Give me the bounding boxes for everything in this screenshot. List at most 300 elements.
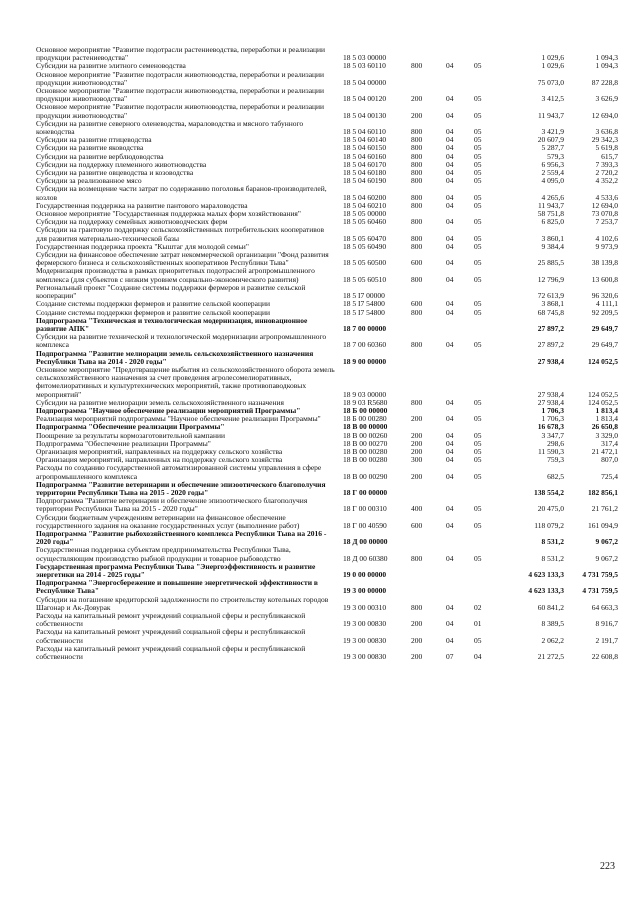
row-value-2020: 124 052,5 — [588, 397, 618, 407]
row-name: Государственная поддержка проекта "Кыштаг для молодой семьи" — [36, 241, 249, 251]
row-name: Поощрение за результаты кормозаготовительной кампании — [36, 430, 226, 440]
row-pr: 05 — [474, 299, 482, 309]
row-pr: 05 — [474, 168, 482, 178]
row-code: 18 5 05 60510 — [343, 274, 387, 284]
row-vr: 800 — [411, 143, 423, 153]
row-value-2019: 11 590,3 — [538, 446, 564, 456]
row-name: Расходы на капитальный ремонт учреждений социальной сферы и республиканской собственности — [36, 611, 306, 629]
row-name: Государственная программа Республики Тыва "Энергоэффективность и развитие энергетики на 2014 - 2025 годы" — [36, 561, 316, 579]
row-rz: 04 — [446, 135, 454, 145]
table-row — [36, 87, 618, 103]
row-vr: 200 — [411, 446, 423, 456]
row-name: Организация мероприятий, направленных на поддержку сельского хозяйства — [36, 455, 283, 465]
row-code: 18 5 04 60180 — [343, 168, 387, 178]
table-row — [36, 333, 618, 349]
row-value-2019: 4 623 133,3 — [528, 570, 564, 579]
row-value-2019: 3 868,1 — [541, 299, 564, 309]
row-rz: 04 — [446, 127, 454, 137]
row-value-2020: 92 209,5 — [591, 307, 618, 317]
table-row — [36, 350, 618, 366]
row-code: 19 3 00 00830 — [343, 652, 387, 662]
row-code: 19 3 00 00830 — [343, 619, 387, 629]
row-vr: 200 — [411, 110, 423, 120]
row-value-2019: 3 347,7 — [541, 430, 564, 440]
row-name: Расходы на капитальный ремонт учреждений социальной сферы и республиканской собственности — [36, 643, 306, 662]
row-value-2020: 64 663,3 — [591, 602, 618, 612]
row-name: Региональный проект "Создание системы поддержки фермеров и развитие сельской кооперации" — [36, 282, 306, 301]
row-rz: 04 — [446, 159, 454, 169]
row-code: 18 Г 00 00310 — [343, 504, 387, 514]
row-value-2019: 2 062,2 — [541, 635, 564, 645]
row-value-2020: 9 067,2 — [595, 553, 618, 563]
row-vr: 200 — [411, 430, 423, 440]
row-name: Модернизация производства в рамках приоритетных подотраслей агропромышленного комплекса (для субъектов с низким уровнем социально-экономического развития) — [36, 266, 315, 284]
row-code: 18 В 00 00290 — [343, 471, 388, 481]
row-name: Субсидии на поддержку семейных животноводческих ферм — [36, 217, 228, 227]
row-code: 18 9 00 00000 — [343, 356, 387, 366]
row-vr: 800 — [411, 307, 423, 317]
row-pr: 05 — [474, 217, 482, 227]
row-vr: 600 — [411, 520, 423, 530]
row-name: Субсидии на возмещение части затрат по содержанию поголовья баранов-производителей, козлов — [36, 184, 327, 202]
row-code: 18 5 04 60200 — [343, 192, 387, 202]
row-value-2020: 3 636,8 — [595, 127, 618, 137]
row-pr: 05 — [474, 307, 482, 317]
row-value-2019: 2 559,4 — [541, 168, 564, 178]
row-code: 18 5 04 00120 — [343, 94, 387, 104]
row-vr: 800 — [411, 168, 423, 178]
row-value-2019: 21 272,5 — [537, 652, 564, 662]
row-name: Субсидии бюджетным учреждениям ветеринарии на финансовое обеспечение государственного задания на оказание государственных услуг (выполнение работ) — [36, 512, 300, 530]
row-name: Основное мероприятие "Государственная поддержка малых форм хозяйствования" — [36, 209, 301, 219]
row-pr: 05 — [474, 61, 482, 71]
row-value-2020: 29 649,7 — [591, 323, 618, 333]
row-code: 18 Д 00 60380 — [343, 553, 388, 563]
row-value-2019: 25 885,5 — [537, 258, 564, 268]
row-name: Расходы по созданию государственной автоматизированной системы управления в сфере агропромышленного комплекса — [36, 463, 322, 481]
row-value-2020: 13 600,8 — [591, 274, 618, 284]
row-code: 18 5 03 00000 — [343, 53, 387, 63]
row-name: Основное мероприятие "Развитие подотрасли животноводства, переработки и реализации продукции животноводства" — [36, 69, 325, 87]
row-rz: 04 — [446, 258, 454, 268]
row-name: Субсидии на развитие технической и технологической модернизации агропромышленного комплекса — [36, 332, 327, 350]
row-rz: 04 — [446, 143, 454, 153]
row-value-2020: 7 393,3 — [595, 159, 618, 169]
row-pr: 05 — [474, 520, 482, 530]
table-row — [36, 103, 618, 119]
row-value-2020: 807,0 — [601, 455, 618, 465]
row-value-2020: 161 094,9 — [588, 520, 618, 530]
row-code: 18 5 04 60170 — [343, 159, 387, 169]
row-name: Основное мероприятие "Развитие подотрасли животноводства, переработки и реализации продукции животноводства" — [36, 102, 325, 120]
table-row — [36, 185, 618, 201]
row-code: 18 9 03 R5680 — [343, 397, 388, 407]
row-pr: 05 — [474, 274, 482, 284]
row-code: 18 Г 00 00000 — [343, 487, 388, 497]
row-name: Субсидии на финансовое обеспечение затрат некоммерческой организации "Фонд развития фермерского бизнеса и сельскохозяйственных кооперативов Республики Тыва" — [36, 250, 329, 268]
row-vr: 200 — [411, 414, 423, 424]
table-row — [36, 251, 618, 267]
row-pr: 05 — [474, 446, 482, 456]
row-rz: 04 — [446, 602, 454, 612]
row-code: 18 5 I7 00000 — [343, 291, 385, 301]
row-value-2020: 1 094,3 — [595, 53, 618, 63]
row-code: 18 5 04 60150 — [343, 143, 387, 153]
row-vr: 800 — [411, 553, 423, 563]
row-value-2019: 1 029,6 — [541, 53, 564, 63]
row-name: Подпрограмма "Энергосбережение и повышение энергетической эффективности в Республике Тыва" — [36, 578, 318, 596]
row-value-2019: 138 554,2 — [534, 487, 564, 497]
row-value-2020: 22 608,8 — [591, 652, 618, 662]
row-name: Расходы на капитальный ремонт учреждений социальной сферы и республиканской собственности — [36, 627, 306, 645]
row-name: Подпрограмма "Развитие ветеринарии и обеспечение эпизоотического благополучия территории Республики Тыва на 2015 - 2020 годы" — [36, 496, 308, 514]
row-value-2020: 725,4 — [601, 471, 618, 481]
row-value-2019: 11 943,7 — [538, 110, 564, 120]
row-code: 18 7 00 00000 — [343, 323, 387, 333]
row-value-2020: 4 352,2 — [595, 176, 618, 186]
row-vr: 600 — [411, 299, 423, 309]
row-value-2019: 6 825,0 — [541, 217, 564, 227]
row-pr: 05 — [474, 135, 482, 145]
row-value-2020: 3 626,9 — [595, 94, 618, 104]
row-value-2019: 68 745,8 — [537, 307, 564, 317]
row-value-2019: 58 751,8 — [537, 209, 564, 219]
row-rz: 04 — [446, 217, 454, 227]
row-pr: 05 — [474, 471, 482, 481]
row-pr: 05 — [474, 233, 482, 243]
row-code: 19 0 00 00000 — [343, 570, 387, 579]
table-row — [36, 530, 618, 546]
row-rz: 04 — [446, 397, 454, 407]
row-pr: 05 — [474, 438, 482, 448]
table-row — [36, 514, 618, 530]
row-code: 18 5 04 00000 — [343, 77, 387, 87]
row-value-2019: 3 860,1 — [541, 233, 564, 243]
row-value-2020: 38 139,8 — [591, 258, 618, 268]
table-row — [36, 366, 618, 399]
row-value-2020: 615,7 — [601, 151, 618, 161]
row-code: 18 9 03 00000 — [343, 389, 387, 399]
row-code: 18 5 05 60460 — [343, 217, 387, 227]
row-rz: 04 — [446, 619, 454, 629]
row-value-2020: 87 228,8 — [591, 77, 618, 87]
row-rz: 04 — [446, 299, 454, 309]
row-rz: 04 — [446, 274, 454, 284]
row-vr: 800 — [411, 233, 423, 243]
row-value-2019: 3 421,9 — [541, 127, 564, 137]
row-vr: 600 — [411, 258, 423, 268]
row-code: 18 Г 00 40590 — [343, 520, 387, 530]
row-value-2019: 4 623 133,3 — [528, 586, 564, 596]
row-code: 18 5 05 60470 — [343, 233, 387, 243]
row-name: Основное мероприятие "Предотвращение выбытия из сельскохозяйственного оборота земель сельскохозяйственного назначения за счет проведения агролесомелиоративных, фитомелиоративных и культуртехнических мероприятий, также противопаводковых мероприятий" — [36, 364, 335, 399]
row-rz: 04 — [446, 110, 454, 120]
row-vr: 800 — [411, 200, 423, 210]
row-code: 18 7 00 60360 — [343, 340, 387, 350]
row-rz: 04 — [446, 233, 454, 243]
row-vr: 800 — [411, 151, 423, 161]
row-name: Подпрограмма "Обеспечение реализации Программы" — [36, 438, 211, 448]
row-value-2020: 7 253,7 — [595, 217, 618, 227]
row-rz: 04 — [446, 307, 454, 317]
row-code: 18 Д 00 00000 — [343, 537, 388, 547]
row-value-2019: 20 475,0 — [537, 504, 564, 514]
row-rz: 04 — [446, 504, 454, 514]
row-value-2019: 72 613,9 — [537, 291, 564, 301]
row-name: Подпрограмма "Обеспечение реализации Программы" — [36, 422, 225, 432]
row-name: Подпрограмма "Развитие мелиорации земель сельскохозяйственного назначения Республики Тыва на 2014 - 2020 годы" — [36, 348, 314, 366]
row-pr: 05 — [474, 430, 482, 440]
row-code: 18 В 00 00000 — [343, 422, 388, 432]
row-pr: 05 — [474, 143, 482, 153]
row-code: 18 5 I7 54800 — [343, 307, 385, 317]
row-value-2020: 96 320,6 — [591, 291, 618, 301]
row-name: Создание системы поддержки фермеров и развитие сельской кооперации — [36, 299, 271, 309]
row-vr: 800 — [411, 241, 423, 251]
row-name: Субсидии на развитие мелиорации земель сельскохозяйственного назначения — [36, 397, 284, 407]
row-value-2019: 27 938,4 — [537, 389, 564, 399]
row-pr: 04 — [474, 652, 482, 662]
row-pr: 05 — [474, 553, 482, 563]
row-pr: 05 — [474, 258, 482, 268]
row-rz: 04 — [446, 168, 454, 178]
row-value-2019: 298,6 — [547, 438, 564, 448]
row-vr: 200 — [411, 94, 423, 104]
row-pr: 05 — [474, 200, 482, 210]
row-rz: 04 — [446, 241, 454, 251]
table-row — [36, 464, 618, 480]
row-vr: 200 — [411, 619, 423, 629]
table-row — [36, 481, 618, 497]
row-rz: 04 — [446, 553, 454, 563]
row-rz: 04 — [446, 200, 454, 210]
row-value-2020: 73 070,8 — [591, 209, 618, 219]
row-rz: 04 — [446, 414, 454, 424]
row-code: 18 5 04 00130 — [343, 110, 387, 120]
row-value-2019: 682,5 — [547, 471, 564, 481]
row-value-2019: 11 943,7 — [538, 200, 564, 210]
table-row — [36, 645, 618, 661]
row-vr: 800 — [411, 340, 423, 350]
row-pr: 05 — [474, 504, 482, 514]
row-value-2019: 759,3 — [547, 455, 564, 465]
row-code: 18 5 05 60500 — [343, 258, 387, 268]
row-name: Подпрограмма "Развитие ветеринарии и обеспечение эпизоотического благополучия территории Республики Тыва на 2015 - 2020 годы" — [36, 479, 326, 497]
row-vr: 300 — [411, 455, 423, 465]
row-code: 18 В 00 00280 — [343, 446, 388, 456]
row-name: Субсидии на развитие северного оленеводства, мараловодства и мясного табунного коневодства — [36, 118, 304, 137]
row-code: 18 В 00 00280 — [343, 455, 388, 465]
row-pr: 05 — [474, 110, 482, 120]
row-value-2019: 4 265,6 — [541, 192, 564, 202]
row-pr: 05 — [474, 176, 482, 186]
row-code: 18 5 04 60190 — [343, 176, 387, 186]
table-row — [36, 546, 618, 562]
row-code: 18 5 05 60490 — [343, 241, 387, 251]
row-vr: 800 — [411, 61, 423, 71]
row-name: Подпрограмма "Развитие рыбохозяйственного комплекса Республики Тыва на 2016 - 2020 годы" — [36, 528, 327, 547]
row-pr: 05 — [474, 151, 482, 161]
row-value-2019: 3 412,5 — [541, 94, 564, 104]
page-number: 223 — [600, 861, 615, 872]
row-value-2020: 29 649,7 — [591, 340, 618, 350]
row-rz: 04 — [446, 438, 454, 448]
row-name: Субсидии на развитие элитного семеноводства — [36, 61, 186, 71]
budget-table — [36, 46, 618, 661]
row-value-2020: 3 329,0 — [595, 430, 618, 440]
row-vr: 800 — [411, 602, 423, 612]
row-code: 18 5 04 60140 — [343, 135, 387, 145]
row-value-2020: 12 694,0 — [591, 200, 618, 210]
row-value-2019: 20 607,9 — [537, 135, 564, 145]
row-name: Реализация мероприятий подпрограммы "Научное обеспечение реализации Программы" — [36, 414, 321, 424]
row-code: 18 5 I7 54800 — [343, 299, 385, 309]
row-rz: 04 — [446, 61, 454, 71]
row-code: 18 В 00 00270 — [343, 438, 388, 448]
row-name: Субсидии на поддержку племенного животноводства — [36, 159, 207, 169]
table-row — [36, 579, 618, 595]
row-vr: 400 — [411, 504, 423, 514]
row-name: Организация мероприятий, направленных на поддержку сельского хозяйства — [36, 446, 283, 456]
row-vr: 200 — [411, 652, 423, 662]
row-value-2019: 1 706,3 — [541, 405, 564, 415]
row-rz: 04 — [446, 192, 454, 202]
row-rz: 04 — [446, 430, 454, 440]
row-name: Создание системы поддержки фермеров и развитие сельской кооперации — [36, 307, 271, 317]
row-rz: 04 — [446, 94, 454, 104]
table-row — [36, 46, 618, 62]
row-code: 18 Б 00 00280 — [343, 414, 387, 424]
row-value-2020: 12 694,0 — [591, 110, 618, 120]
row-value-2019: 118 079,2 — [534, 520, 564, 530]
row-value-2019: 1 706,3 — [541, 414, 564, 424]
row-name: Субсидии на развитие овцеводства и козоводства — [36, 168, 194, 178]
row-value-2019: 6 956,3 — [541, 159, 564, 169]
row-rz: 04 — [446, 471, 454, 481]
table-row — [36, 612, 618, 628]
row-value-2019: 8 531,2 — [541, 553, 564, 563]
row-pr: 05 — [474, 241, 482, 251]
row-vr: 200 — [411, 438, 423, 448]
row-name: Государственная поддержка на развитие пантового мараловодства — [36, 200, 248, 210]
row-rz: 04 — [446, 455, 454, 465]
row-pr: 05 — [474, 340, 482, 350]
row-value-2020: 317,4 — [601, 438, 618, 448]
row-vr: 200 — [411, 635, 423, 645]
row-code: 19 3 00 00310 — [343, 602, 387, 612]
row-vr: 800 — [411, 127, 423, 137]
row-rz: 04 — [446, 446, 454, 456]
row-code: 18 5 05 00000 — [343, 209, 387, 219]
row-code: 18 5 04 60110 — [343, 127, 386, 137]
row-vr: 800 — [411, 176, 423, 186]
row-vr: 800 — [411, 159, 423, 169]
row-value-2020: 182 856,1 — [588, 487, 618, 497]
row-name: Основное мероприятие "Развитие подотрасли животноводства, переработки и реализации продукции животноводства" — [36, 86, 325, 104]
row-pr: 05 — [474, 192, 482, 202]
row-pr: 05 — [474, 127, 482, 137]
row-vr: 200 — [411, 471, 423, 481]
row-pr: 05 — [474, 159, 482, 169]
row-pr: 05 — [474, 94, 482, 104]
row-pr: 05 — [474, 455, 482, 465]
row-pr: 05 — [474, 397, 482, 407]
row-name: Субсидии за реализованное мясо — [36, 176, 142, 186]
row-value-2020: 8 916,7 — [595, 619, 618, 629]
row-value-2019: 4 095,0 — [541, 176, 564, 186]
row-value-2019: 16 678,3 — [537, 422, 564, 432]
row-value-2020: 1 813,4 — [595, 405, 618, 415]
row-value-2020: 2 720,2 — [595, 168, 618, 178]
row-code: 19 3 00 00830 — [343, 635, 387, 645]
row-value-2019: 75 073,0 — [537, 77, 564, 87]
row-vr: 800 — [411, 192, 423, 202]
row-value-2020: 9 067,2 — [595, 537, 618, 547]
table-row — [36, 120, 618, 136]
row-value-2019: 27 938,4 — [537, 397, 564, 407]
row-value-2020: 4 731 759,5 — [582, 570, 618, 579]
row-vr: 800 — [411, 217, 423, 227]
table-row — [36, 317, 618, 333]
row-value-2019: 8 531,2 — [541, 537, 564, 547]
row-name: Основное мероприятие "Развитие подотрасли растениеводства, переработки и реализации продукции растениеводства" — [36, 45, 326, 63]
row-value-2019: 1 029,6 — [541, 61, 564, 71]
row-value-2019: 60 841,2 — [537, 602, 564, 612]
row-value-2020: 4 102,6 — [595, 233, 618, 243]
row-pr: 01 — [474, 619, 482, 629]
table-row — [36, 267, 618, 283]
row-value-2019: 27 897,2 — [537, 323, 564, 333]
table-row — [36, 596, 618, 612]
row-pr: 02 — [474, 602, 482, 612]
row-value-2019: 27 897,2 — [537, 340, 564, 350]
table-row — [36, 497, 618, 513]
row-name: Субсидии на развитие яководства — [36, 143, 144, 153]
row-value-2020: 29 342,3 — [591, 135, 618, 145]
row-value-2019: 12 796,9 — [537, 274, 564, 284]
row-value-2020: 4 111,1 — [596, 299, 618, 309]
row-value-2020: 9 973,9 — [595, 241, 618, 251]
table-row — [36, 628, 618, 644]
row-name: Субсидии на развитие верблюдоводства — [36, 151, 164, 161]
row-value-2019: 9 384,4 — [541, 241, 564, 251]
row-value-2020: 124 052,5 — [588, 389, 618, 399]
row-value-2020: 1 813,4 — [595, 414, 618, 424]
row-rz: 04 — [446, 176, 454, 186]
row-value-2019: 579,3 — [547, 151, 564, 161]
row-value-2020: 4 731 759,5 — [582, 586, 618, 596]
row-value-2019: 27 938,4 — [537, 356, 564, 366]
row-name: Государственная поддержка субъектам предпринимательства Республики Тыва, осуществляющим производство рыбной продукции и товарное рыбоводство — [36, 545, 291, 563]
row-code: 18 5 04 60210 — [343, 200, 387, 210]
row-code: 18 Б 00 00000 — [343, 405, 388, 415]
row-code: 18 5 04 60160 — [343, 151, 387, 161]
row-value-2020: 2 191,7 — [595, 635, 618, 645]
row-value-2019: 8 389,5 — [541, 619, 564, 629]
row-pr: 05 — [474, 414, 482, 424]
table-row — [36, 284, 618, 300]
row-vr: 800 — [411, 135, 423, 145]
table-row — [36, 226, 618, 242]
row-rz: 04 — [446, 520, 454, 530]
row-value-2020: 21 761,2 — [591, 504, 618, 514]
row-name: Подпрограмма "Научное обеспечение реализации мероприятий Программы" — [36, 405, 301, 415]
row-name: Субсидии на погашение кредиторской задолженности по строительству котельных городов Шагонар и Ак-Довурак — [36, 594, 329, 612]
row-code: 19 3 00 00000 — [343, 586, 387, 596]
row-pr: 05 — [474, 635, 482, 645]
row-rz: 04 — [446, 151, 454, 161]
row-vr: 800 — [411, 397, 423, 407]
